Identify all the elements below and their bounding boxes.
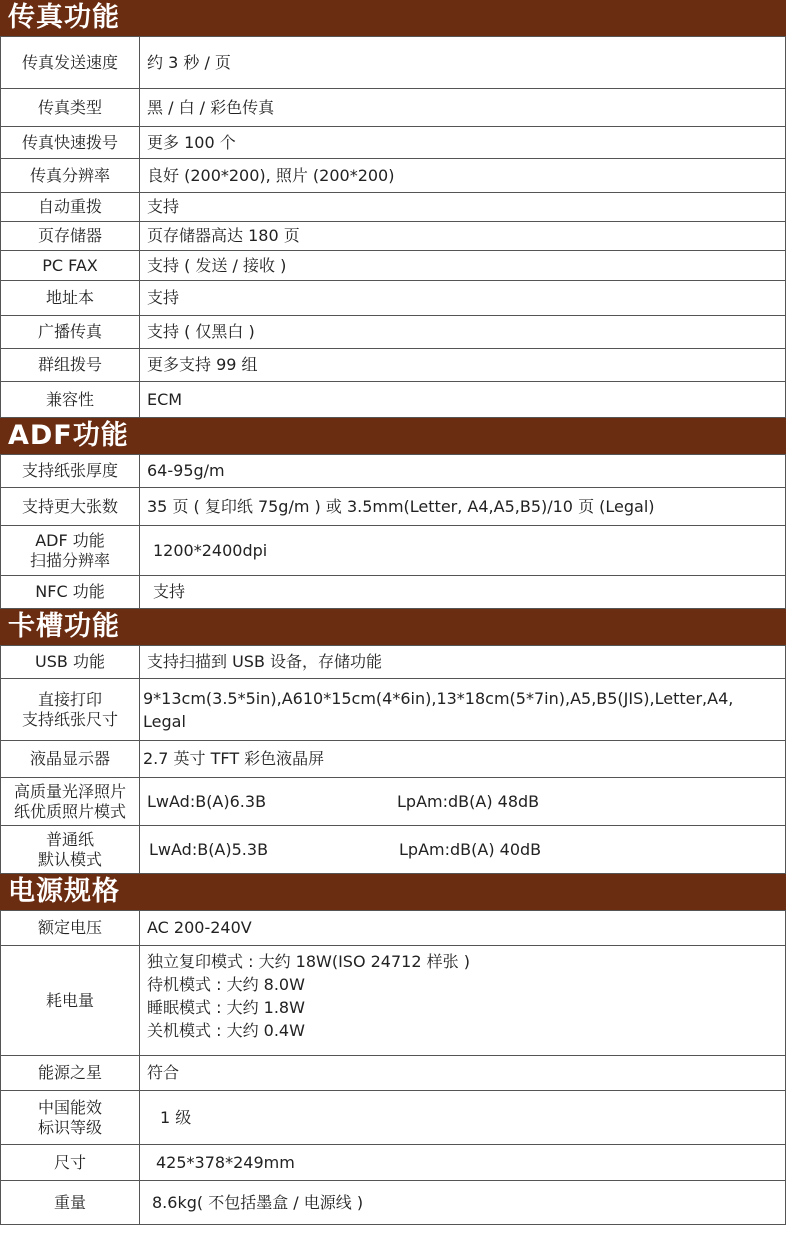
spec-value: 1200*2400dpi — [140, 526, 786, 576]
table-row — [1, 778, 786, 826]
table-row — [1, 89, 786, 127]
table-row — [1, 826, 786, 874]
spec-label: 直接打印 支持纸张尺寸 — [1, 679, 140, 741]
spec-label: 额定电压 — [1, 911, 140, 946]
spec-label: NFC 功能 — [1, 576, 140, 609]
spec-value: 支持 — [140, 576, 786, 609]
spec-label: ADF 功能 扫描分辨率 — [1, 526, 140, 576]
table-row — [1, 281, 786, 316]
table-row — [1, 193, 786, 222]
spec-value: 8.6kg( 不包括墨盒 / 电源线 ) — [140, 1181, 786, 1225]
spec-label: 群组拨号 — [1, 349, 140, 382]
spec-value: 支持 ( 仅黑白 ) — [140, 316, 786, 349]
table-row — [1, 646, 786, 679]
spec-value: 9*13cm(3.5*5in),A610*15cm(4*6in),13*18cm(5*7in),A5,B5(JIS),Letter,A4, Legal — [140, 679, 786, 741]
section-header-adf: ADF功能 — [0, 418, 786, 454]
table-row — [1, 251, 786, 281]
spec-value: 页存储器高达 180 页 — [140, 222, 786, 251]
spec-label: 中国能效 标识等级 — [1, 1091, 140, 1145]
section-header-fax: 传真功能 — [0, 0, 786, 36]
table-row — [1, 911, 786, 946]
spec-value: ECM — [140, 382, 786, 418]
spec-value: 支持扫描到 USB 设备，存储功能 — [140, 646, 786, 679]
adf-spec-table — [0, 454, 786, 609]
table-row — [1, 1181, 786, 1225]
table-row — [1, 946, 786, 1056]
spec-value: 更多支持 99 组 — [140, 349, 786, 382]
power-spec-table — [0, 910, 786, 1225]
spec-value: 独立复印模式 : 大约 18W(ISO 24712 样张 ) 待机模式 : 大约 8.0W 睡眠模式 : 大约 1.8W 关机模式 : 大约 0.4W — [140, 946, 786, 1056]
section-header-power: 电源规格 — [0, 874, 786, 910]
table-row — [1, 455, 786, 488]
spec-value: 支持 — [140, 193, 786, 222]
spec-value: AC 200-240V — [140, 911, 786, 946]
spec-value: LwAd:B(A)6.3B LpAm:dB(A) 48dB — [140, 778, 786, 826]
spec-label: 传真发送速度 — [1, 37, 140, 89]
spec-label: 传真分辨率 — [1, 159, 140, 193]
spec-label: 重量 — [1, 1181, 140, 1225]
spec-label: 传真类型 — [1, 89, 140, 127]
spec-label: PC FAX — [1, 251, 140, 281]
spec-value: 符合 — [140, 1056, 786, 1091]
table-row — [1, 382, 786, 418]
spec-label: 自动重拨 — [1, 193, 140, 222]
table-row — [1, 526, 786, 576]
spec-label: 支持纸张厚度 — [1, 455, 140, 488]
table-row — [1, 576, 786, 609]
table-row — [1, 679, 786, 741]
spec-value: 支持 — [140, 281, 786, 316]
table-row — [1, 127, 786, 159]
spec-label: 耗电量 — [1, 946, 140, 1056]
table-row — [1, 349, 786, 382]
spec-label: 高质量光泽照片 纸优质照片模式 — [1, 778, 140, 826]
spec-label: 普通纸 默认模式 — [1, 826, 140, 874]
spec-value: 64-95g/m — [140, 455, 786, 488]
fax-spec-table — [0, 36, 786, 418]
table-row — [1, 316, 786, 349]
spec-label: USB 功能 — [1, 646, 140, 679]
table-row — [1, 1145, 786, 1181]
spec-value: 更多 100 个 — [140, 127, 786, 159]
table-row — [1, 741, 786, 778]
spec-value: 2.7 英寸 TFT 彩色液晶屏 — [140, 741, 786, 778]
spec-label: 支持更大张数 — [1, 488, 140, 526]
spec-value: 黑 / 白 / 彩色传真 — [140, 89, 786, 127]
table-row — [1, 488, 786, 526]
table-row — [1, 159, 786, 193]
spec-value: 支持 ( 发送 / 接收 ) — [140, 251, 786, 281]
spec-value: 约 3 秒 / 页 — [140, 37, 786, 89]
spec-label: 页存储器 — [1, 222, 140, 251]
table-row — [1, 1091, 786, 1145]
spec-value: 35 页 ( 复印纸 75g/m ) 或 3.5mm(Letter, A4,A5,B5)/10 页 (Legal) — [140, 488, 786, 526]
spec-label: 地址本 — [1, 281, 140, 316]
table-row — [1, 1056, 786, 1091]
spec-value: 425*378*249mm — [140, 1145, 786, 1181]
table-row — [1, 222, 786, 251]
spec-value: 良好 (200*200), 照片 (200*200) — [140, 159, 786, 193]
spec-label: 液晶显示器 — [1, 741, 140, 778]
spec-value: 1 级 — [140, 1091, 786, 1145]
section-header-card-slot: 卡槽功能 — [0, 609, 786, 645]
spec-label: 能源之星 — [1, 1056, 140, 1091]
spec-label: 传真快速拨号 — [1, 127, 140, 159]
card-slot-spec-table — [0, 645, 786, 874]
spec-label: 尺寸 — [1, 1145, 140, 1181]
table-row — [1, 37, 786, 89]
spec-label: 兼容性 — [1, 382, 140, 418]
spec-label: 广播传真 — [1, 316, 140, 349]
spec-value: LwAd:B(A)5.3B LpAm:dB(A) 40dB — [140, 826, 786, 874]
